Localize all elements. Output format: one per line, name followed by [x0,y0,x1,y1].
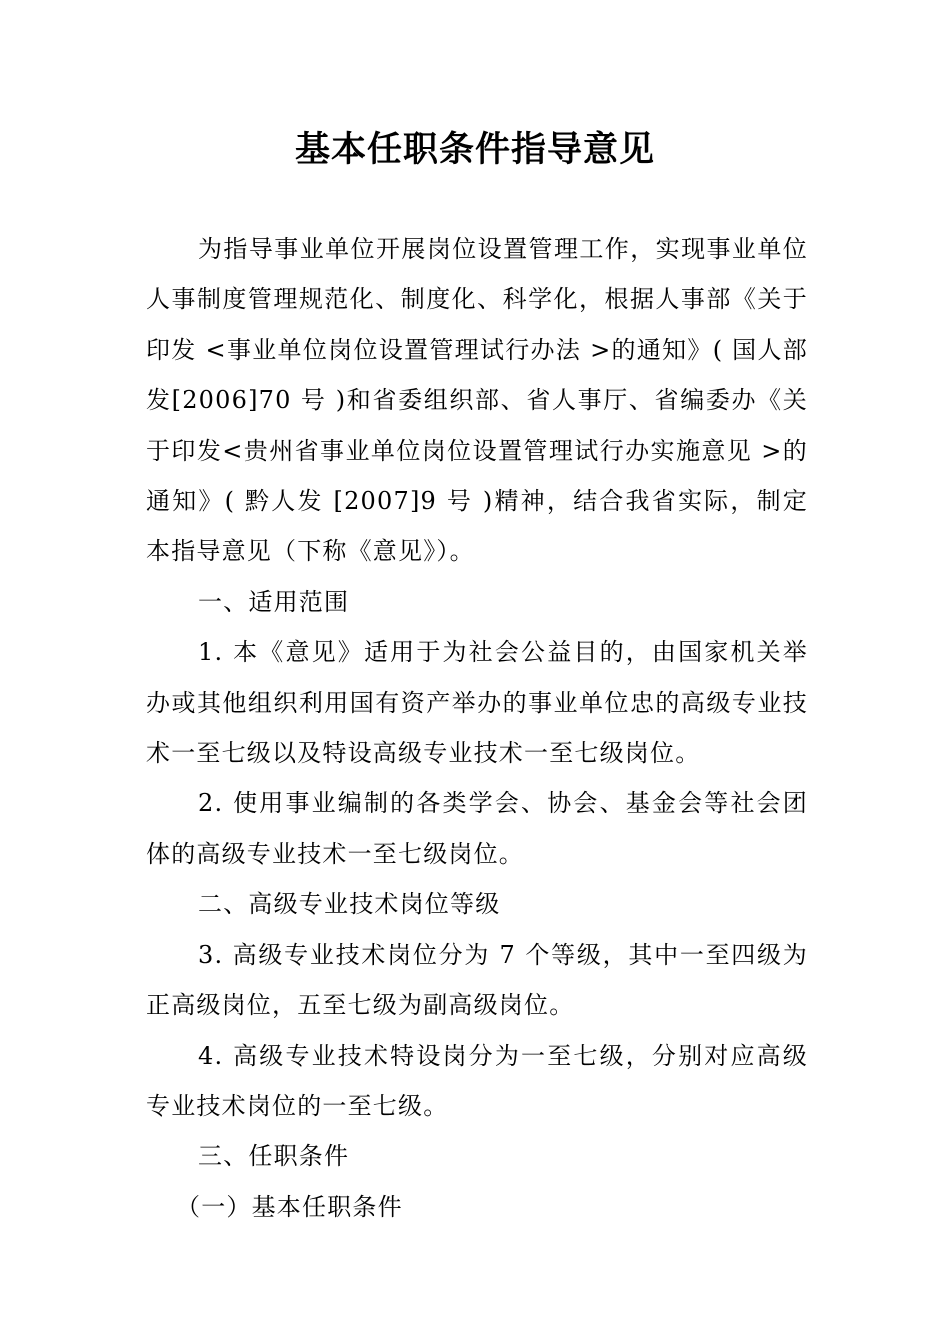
item-1-paragraph: 1. 本《意见》适用于为社会公益目的，由国家机关举办或其他组织利用国有资产举办的事业单位忠的高级专业技术一至七级以及特设高级专业技术一至七级岗位。 [146,638,808,768]
item-2-paragraph: 2. 使用事业编制的各类学会、协会、基金会等社会团体的高级专业技术一至七级岗位。 [146,789,808,868]
intro-paragraph: 为指导事业单位开展岗位设置管理工作，实现事业单位人事制度管理规范化、制度化、科学化，根据人事部《关于印发 <事业单位岗位设置管理试行办法 >的通知》( 国人部发[2006]70 号 )和省委组织部、省人事厅、省编委办《关于印发<贵州省事业单位岗位设置管理试行办实施意见 >的通知》( 黔人发 [2007]9 号 )精神，结合我省实际，制定本指导意见（下称《意见》）。 [146,235,808,566]
document-title: 基本任职条件指导意见 [294,129,655,170]
subsection-heading-basic: （一）基本任职条件 [176,1192,403,1221]
item-4-paragraph: 4. 高级专业技术特设岗分为一至七级，分别对应高级专业技术岗位的一至七级。 [146,1041,808,1120]
document-body [146,224,808,1232]
item-3-paragraph: 3. 高级专业技术岗位分为 7 个等级，其中一至四级为正高级岗位，五至七级为副高级岗位。 [146,940,808,1020]
section-heading-scope: 一、适用范围 [198,587,350,616]
section-heading-qualifications: 三、任职条件 [198,1142,350,1171]
section-heading-levels: 二、高级专业技术岗位等级 [198,890,501,919]
